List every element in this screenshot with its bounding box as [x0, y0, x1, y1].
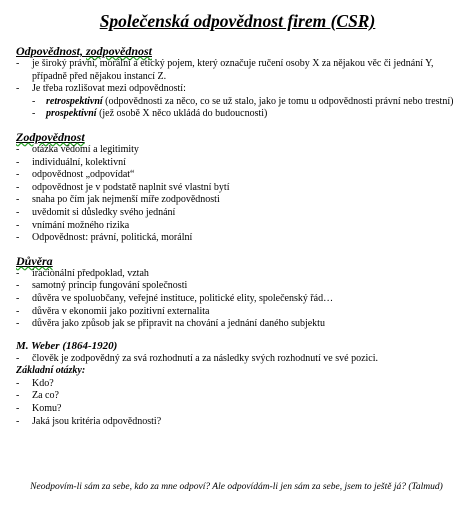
dash-marker: - — [16, 292, 20, 304]
term-retrospektivni: retrospektivní — [46, 95, 103, 107]
dash-marker: - — [16, 181, 20, 193]
list-item — [16, 83, 459, 96]
dash-marker: - — [32, 108, 36, 120]
list-item-text: důvěra jako způsob jak se připravit na chování a jednání daného subjektu — [32, 318, 325, 330]
list-item-text: Za co? — [32, 390, 59, 402]
list-item-text: otázka vědomí a legitimity — [32, 143, 139, 155]
talmud-quote: Neodpovím-li sám za sebe, kdo za mne odpoví? Ale odpovídám-li jen sám za sebe, jsem to ještě já? (Talmud) — [30, 482, 443, 492]
list-item — [16, 403, 459, 416]
sub-list-item — [16, 108, 459, 121]
heading-part-1: Odpovědnost, — [16, 44, 86, 58]
sub-item-text: (jež osobě X něco ukládá do budoucnosti) — [96, 108, 268, 120]
list-item-text: individuální, kolektivní — [32, 156, 126, 168]
list-item-text: odpovědnost je v podstatě naplnit své vlastní bytí — [32, 181, 230, 193]
list-item — [16, 306, 459, 319]
section-heading-weber: M. Weber (1864-1920) — [16, 339, 118, 352]
list-item-text: snaha po čím jak nejmenší míře zodpovědnosti — [32, 194, 220, 206]
section-odpovednost — [16, 44, 459, 121]
list-item — [16, 207, 459, 220]
heading-text: Zodpovědnost — [16, 129, 85, 144]
list-item-text: Kdo? — [32, 377, 54, 389]
list-item-text: Jaká jsou kritéria odpovědnosti? — [32, 415, 162, 427]
dash-marker: - — [16, 83, 20, 95]
list-odpovednost — [16, 58, 459, 121]
dash-marker: - — [16, 143, 20, 155]
page-title: Společenská odpovědnost firem (CSR) — [99, 11, 376, 31]
list-item-text: uvědomit si důsledky svého jednání — [32, 206, 176, 218]
list-item — [16, 378, 459, 391]
document-page — [16, 10, 459, 492]
questions-heading: Základní otázky: — [16, 365, 86, 377]
list-item — [16, 416, 459, 429]
dash-marker: - — [16, 232, 20, 244]
dash-marker: - — [16, 390, 20, 402]
dash-marker: - — [16, 403, 20, 415]
section-heading-zodpovednost — [16, 130, 459, 144]
list-item-text: odpovědnost „odpovídat“ — [32, 169, 135, 181]
list-item — [16, 280, 459, 293]
list-item — [16, 293, 459, 306]
list-item-text: důvěra v ekonomii jako pozitivní externalita — [32, 305, 210, 317]
list-item-text: Komu? — [32, 403, 62, 415]
list-item — [16, 58, 459, 83]
dash-marker: - — [16, 156, 20, 168]
dash-marker: - — [16, 377, 20, 389]
dash-marker: - — [16, 352, 20, 364]
list-item — [16, 220, 459, 233]
sub-list-item — [16, 96, 459, 109]
dash-marker: - — [16, 169, 20, 181]
heading-part-2: zodpovědnost — [86, 44, 152, 58]
list-item — [16, 268, 459, 281]
list-item — [16, 390, 459, 403]
list-weber — [16, 353, 459, 366]
list-item-text: vnímání možného rizika — [32, 219, 130, 231]
dash-marker: - — [16, 318, 20, 330]
dash-marker: - — [16, 194, 20, 206]
list-item-text: samotný princip fungování společnosti — [32, 280, 188, 292]
list-item-text: důvěra ve spoluobčany, veřejné instituce, politické elity, společenský řád… — [32, 292, 334, 304]
dash-marker: - — [16, 206, 20, 218]
dash-marker: - — [16, 267, 20, 279]
dash-marker: - — [16, 415, 20, 427]
section-heading-duvera — [16, 254, 459, 268]
section-zodpovednost — [16, 130, 459, 245]
sub-item-text: (odpovědnosti za něco, co se už stalo, jako je tomu u odpovědnosti právní nebo trestní) — [102, 95, 454, 107]
list-zodpovednost — [16, 144, 459, 245]
section-heading-odpovednost — [16, 44, 459, 58]
section-duvera — [16, 254, 459, 331]
list-item-text: Odpovědnost: právní, politická, morální — [32, 232, 193, 244]
list-item — [16, 194, 459, 207]
list-item — [16, 169, 459, 182]
dash-marker: - — [16, 58, 20, 69]
list-questions — [16, 378, 459, 428]
list-duvera — [16, 268, 459, 331]
list-item-text: iracionální předpoklad, vztah — [32, 267, 149, 279]
section-weber — [16, 340, 459, 429]
list-item — [16, 232, 459, 245]
list-item-text: Je třeba rozlišovat mezi odpovědností: — [32, 83, 186, 95]
list-item — [16, 182, 459, 195]
dash-marker: - — [32, 95, 36, 107]
list-item-text: je široký právní, morální a etický pojem, který označuje ručení osoby X za nějakou věc či jednání Y, případně před nějakou instancí Z. — [32, 58, 434, 82]
list-item-text: člověk je zodpovědný za svá rozhodnutí a za následky svých rozhodnutí ve své pozici. — [32, 352, 379, 364]
term-prospektivni: prospektivní — [46, 108, 97, 120]
list-item — [16, 353, 459, 366]
heading-text: Důvěra — [16, 253, 53, 268]
dash-marker: - — [16, 305, 20, 317]
list-item — [16, 318, 459, 331]
dash-marker: - — [16, 280, 20, 292]
list-item — [16, 144, 459, 157]
dash-marker: - — [16, 219, 20, 231]
list-item — [16, 157, 459, 170]
